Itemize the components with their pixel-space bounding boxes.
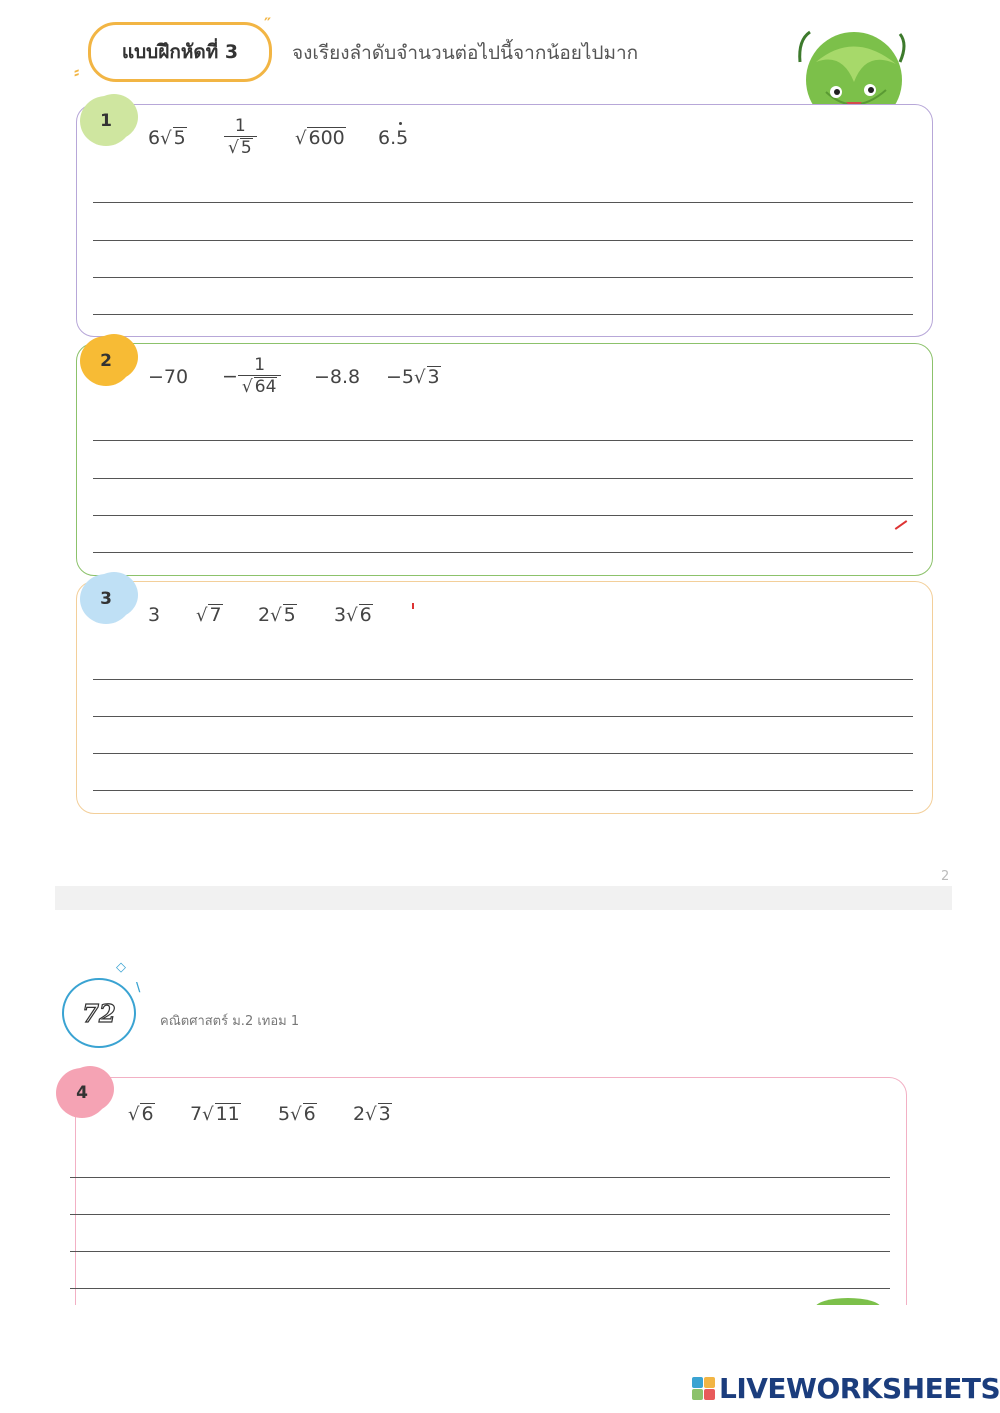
spark-icon: ◇ xyxy=(116,960,126,975)
answer-line[interactable] xyxy=(93,277,913,278)
repeating-dot xyxy=(399,122,402,125)
red-mark xyxy=(412,603,414,609)
exercise-title: แบบฝึกหัดที่ 3 xyxy=(88,22,272,82)
problem-number-badge: 3 xyxy=(80,574,132,624)
problem-4-item-4: 2√ 3 xyxy=(353,1103,391,1125)
answer-line[interactable] xyxy=(93,202,913,203)
problem-2-item-1: −70 xyxy=(148,366,189,388)
answer-line[interactable] xyxy=(93,240,913,241)
liveworksheets-logo[interactable] xyxy=(692,1372,1000,1405)
instruction-text: จงเรียงลำดับจำนวนต่อไปนี้จากน้อยไปมาก xyxy=(292,42,639,64)
problem-2-item-3: −8.8 xyxy=(314,366,361,388)
answer-line[interactable] xyxy=(93,478,913,479)
problem-1-item-4: 6.5 xyxy=(378,127,409,149)
answer-line[interactable] xyxy=(93,753,913,754)
page-number: 2 xyxy=(941,869,950,884)
page-number-circle: 72 xyxy=(62,978,136,1048)
answer-line[interactable] xyxy=(70,1177,890,1178)
problem-3-item-3: 2√ 5 xyxy=(258,604,296,626)
spark-icon: ″ xyxy=(264,14,272,33)
problem-4-item-1: √ 6 xyxy=(128,1103,154,1125)
answer-line[interactable] xyxy=(93,679,913,680)
problem-number-badge: 1 xyxy=(80,96,132,146)
problem-4-item-2: 7√ 11 xyxy=(190,1103,240,1125)
answer-line[interactable] xyxy=(93,790,913,791)
problem-number-badge: 2 xyxy=(80,336,132,386)
problem-3-item-1: 3 xyxy=(148,604,161,626)
problem-2-item-4: −5√ 3 xyxy=(386,366,440,388)
problem-number-badge: 4 xyxy=(56,1068,108,1118)
problem-1-item-3: √ 600 xyxy=(295,127,345,149)
problem-1-item-2: $\frac{1}{√ 5}$ xyxy=(224,118,257,158)
problem-3-item-2: √ 7 xyxy=(196,604,222,626)
answer-line[interactable] xyxy=(70,1288,890,1289)
answer-line[interactable] xyxy=(93,314,913,315)
logo-grid-icon xyxy=(692,1377,715,1400)
answer-line[interactable] xyxy=(93,515,913,516)
page-2-clip xyxy=(55,1060,952,1305)
spark-icon: \ xyxy=(136,980,141,994)
problem-4-item-3: 5√ 6 xyxy=(278,1103,316,1125)
answer-line[interactable] xyxy=(93,716,913,717)
answer-line[interactable] xyxy=(70,1214,890,1215)
problem-box-1 xyxy=(76,104,933,337)
answer-line[interactable] xyxy=(70,1251,890,1252)
spark-icon: ⸗ xyxy=(74,62,80,81)
answer-line[interactable] xyxy=(93,440,913,441)
problem-3-item-4: 3√ 6 xyxy=(334,604,372,626)
page-gap xyxy=(55,886,952,910)
logo-text: LIVEWORKSHEETS xyxy=(719,1372,1000,1405)
problem-2-item-2: − $\frac{1}{√ 64}$ xyxy=(222,357,281,397)
subject-label: คณิตศาสตร์ ม.2 เทอม 1 xyxy=(160,1014,300,1029)
problem-box-2 xyxy=(76,343,933,576)
answer-line[interactable] xyxy=(93,552,913,553)
problem-1-item-1: 6√ 5 xyxy=(148,127,186,149)
